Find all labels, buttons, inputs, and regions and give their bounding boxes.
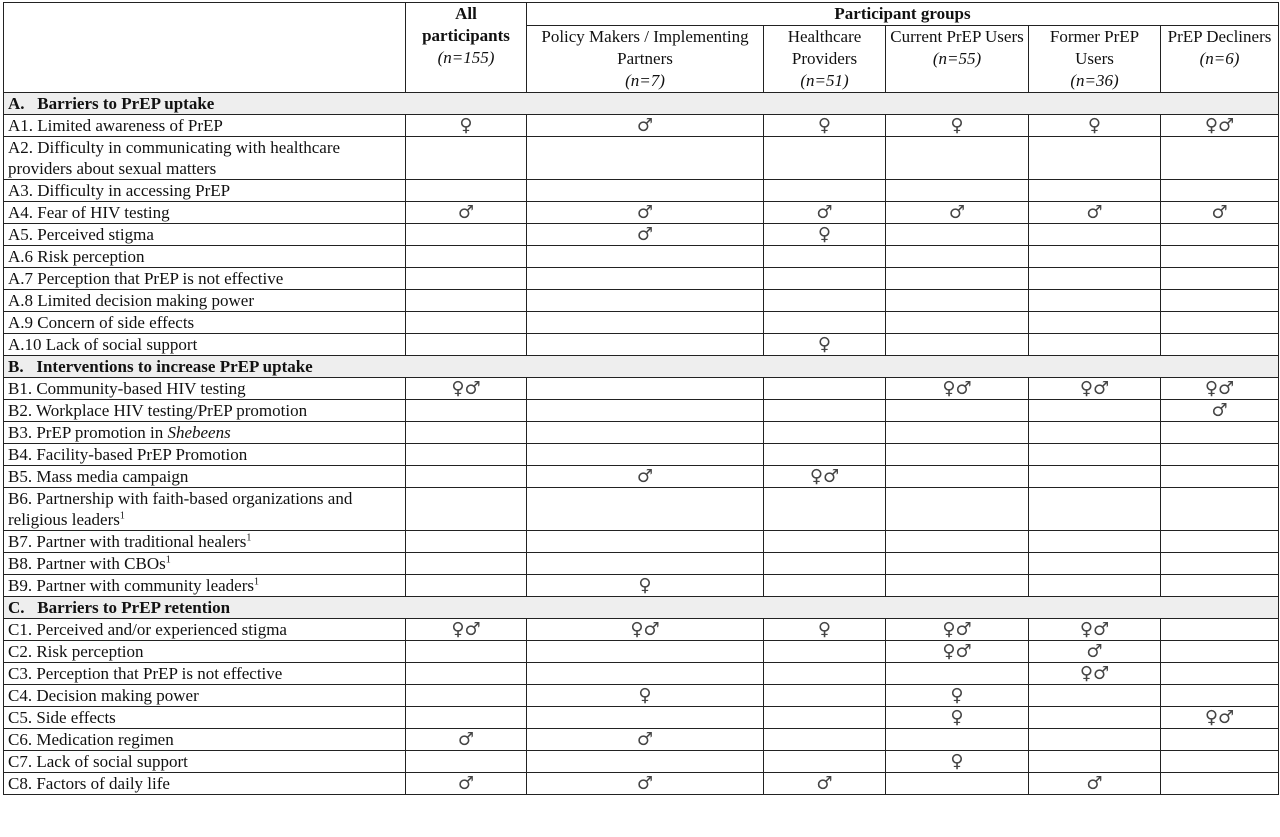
gender-symbol-cell <box>886 400 1029 422</box>
group-n: (n=36) <box>1070 71 1119 90</box>
gender-symbol-cell <box>1161 663 1279 685</box>
table-row <box>4 641 1279 663</box>
table-row <box>4 290 1279 312</box>
group-header <box>764 26 886 93</box>
table-row <box>4 729 1279 751</box>
gender-symbol-cell <box>406 180 527 202</box>
table-row <box>4 137 1279 180</box>
row-label-text: B2. Workplace HIV testing/PrEP promotion <box>8 401 308 420</box>
findings-table <box>3 2 1279 795</box>
row-label <box>4 378 406 400</box>
row-label <box>4 246 406 268</box>
row-label-text: A.10 Lack of social support <box>8 335 198 354</box>
gender-symbol-cell <box>527 246 764 268</box>
gender-symbol-cell <box>764 137 886 180</box>
gender-symbol-cell: ♂ <box>527 202 764 224</box>
gender-symbol-cell <box>764 553 886 575</box>
table-row <box>4 751 1279 773</box>
section-header-row <box>4 597 1279 619</box>
row-label-text: A1. Limited awareness of PrEP <box>8 116 223 135</box>
table-header <box>4 3 1279 93</box>
row-label <box>4 663 406 685</box>
row-label-text: B6. Partnership with faith-based organizations and religious leaders <box>8 489 353 529</box>
gender-symbol-cell <box>886 224 1029 246</box>
gender-symbol-cell <box>764 444 886 466</box>
row-label <box>4 751 406 773</box>
table-row <box>4 444 1279 466</box>
row-label <box>4 137 406 180</box>
gender-symbol-cell <box>1161 553 1279 575</box>
gender-symbol-cell <box>406 751 527 773</box>
gender-symbol-cell: ♂ <box>527 466 764 488</box>
gender-symbol-cell <box>764 531 886 553</box>
gender-symbol-cell <box>764 180 886 202</box>
table-row <box>4 466 1279 488</box>
gender-symbol-cell <box>527 400 764 422</box>
gender-symbol-cell <box>1029 444 1161 466</box>
gender-symbol-cell <box>886 180 1029 202</box>
gender-symbol-cell <box>406 246 527 268</box>
all-participants-label: All participants <box>422 4 510 45</box>
section-title: A. Barriers to PrEP uptake <box>4 93 1279 115</box>
row-label-text: B9. Partner with community leaders <box>8 576 254 595</box>
gender-symbol-cell <box>886 268 1029 290</box>
gender-symbol-cell <box>1161 751 1279 773</box>
gender-symbol-cell <box>406 707 527 729</box>
gender-symbol-cell <box>886 663 1029 685</box>
row-label <box>4 312 406 334</box>
gender-symbol-cell <box>527 290 764 312</box>
table-row <box>4 553 1279 575</box>
gender-symbol-cell: ♀♂ <box>886 619 1029 641</box>
gender-symbol-cell <box>1029 400 1161 422</box>
gender-symbol-cell <box>1029 553 1161 575</box>
table-row <box>4 400 1279 422</box>
group-n: (n=7) <box>625 71 665 90</box>
gender-symbol-cell <box>1161 312 1279 334</box>
gender-symbol-cell <box>527 444 764 466</box>
gender-symbol-cell <box>886 575 1029 597</box>
gender-symbol-cell <box>1029 246 1161 268</box>
row-label-text: B8. Partner with CBOs <box>8 554 166 573</box>
group-header <box>886 26 1029 93</box>
row-label-text: B7. Partner with traditional healers <box>8 532 247 551</box>
table-row <box>4 531 1279 553</box>
gender-symbol-cell: ♀ <box>527 685 764 707</box>
gender-symbol-cell: ♀ <box>764 115 886 137</box>
gender-symbol-cell <box>527 378 764 400</box>
gender-symbol-cell: ♂ <box>527 773 764 795</box>
row-label <box>4 224 406 246</box>
gender-symbol-cell <box>527 707 764 729</box>
row-label <box>4 466 406 488</box>
row-label <box>4 115 406 137</box>
gender-symbol-cell <box>1029 268 1161 290</box>
footnote-marker: 1 <box>165 554 171 566</box>
gender-symbol-cell <box>886 312 1029 334</box>
gender-symbol-cell: ♂ <box>527 115 764 137</box>
table-row <box>4 334 1279 356</box>
gender-symbol-cell <box>1161 729 1279 751</box>
table-row <box>4 422 1279 444</box>
group-header <box>1029 26 1161 93</box>
footnote-marker: 1 <box>119 510 125 522</box>
row-label <box>4 553 406 575</box>
gender-symbol-cell <box>527 180 764 202</box>
row-label <box>4 400 406 422</box>
table-row <box>4 663 1279 685</box>
gender-symbol-cell <box>1161 137 1279 180</box>
gender-symbol-cell <box>764 729 886 751</box>
table-row <box>4 115 1279 137</box>
table-row <box>4 575 1279 597</box>
gender-symbol-cell <box>406 685 527 707</box>
group-n: (n=51) <box>800 71 849 90</box>
gender-symbol-cell <box>764 575 886 597</box>
gender-symbol-cell: ♀♂ <box>1161 707 1279 729</box>
gender-symbol-cell: ♀ <box>406 115 527 137</box>
gender-symbol-cell <box>406 137 527 180</box>
gender-symbol-cell <box>406 334 527 356</box>
gender-symbol-cell: ♂ <box>527 729 764 751</box>
gender-symbol-cell <box>1161 224 1279 246</box>
gender-symbol-cell: ♂ <box>406 729 527 751</box>
footnote-marker: 1 <box>253 576 259 588</box>
row-label-text: C8. Factors of daily life <box>8 774 170 793</box>
gender-symbol-cell <box>406 224 527 246</box>
gender-symbol-cell <box>406 444 527 466</box>
row-label <box>4 685 406 707</box>
gender-symbol-cell <box>406 488 527 531</box>
row-label-text: B1. Community-based HIV testing <box>8 379 246 398</box>
gender-symbol-cell <box>1161 641 1279 663</box>
row-label-text: B4. Facility-based PrEP Promotion <box>8 445 248 464</box>
gender-symbol-cell <box>1161 246 1279 268</box>
table-row <box>4 312 1279 334</box>
section-title: C. Barriers to PrEP retention <box>4 597 1279 619</box>
gender-symbol-cell <box>406 641 527 663</box>
all-participants-header <box>406 3 527 93</box>
gender-symbol-cell <box>1029 137 1161 180</box>
table-row <box>4 378 1279 400</box>
row-label-text: A.9 Concern of side effects <box>8 313 195 332</box>
row-label-text: A.8 Limited decision making power <box>8 291 254 310</box>
row-label-header <box>4 3 406 93</box>
row-label-text: C7. Lack of social support <box>8 752 188 771</box>
group-label: Former PrEP Users <box>1049 27 1140 68</box>
gender-symbol-cell <box>406 575 527 597</box>
gender-symbol-cell <box>886 466 1029 488</box>
gender-symbol-cell <box>1029 729 1161 751</box>
gender-symbol-cell <box>406 400 527 422</box>
gender-symbol-cell <box>1161 466 1279 488</box>
row-label-text: B5. Mass media campaign <box>8 467 189 486</box>
gender-symbol-cell: ♂ <box>1029 773 1161 795</box>
gender-symbol-cell <box>406 531 527 553</box>
gender-symbol-cell <box>406 290 527 312</box>
gender-symbol-cell <box>764 422 886 444</box>
gender-symbol-cell <box>886 773 1029 795</box>
gender-symbol-cell <box>527 312 764 334</box>
row-label-text: A3. Difficulty in accessing PrEP <box>8 181 231 200</box>
gender-symbol-cell <box>1029 180 1161 202</box>
gender-symbol-cell: ♂ <box>1029 641 1161 663</box>
table-row <box>4 488 1279 531</box>
gender-symbol-cell <box>764 751 886 773</box>
gender-symbol-cell <box>764 641 886 663</box>
gender-symbol-cell <box>1029 290 1161 312</box>
table-row <box>4 707 1279 729</box>
gender-symbol-cell <box>527 641 764 663</box>
gender-symbol-cell <box>527 422 764 444</box>
gender-symbol-cell: ♂ <box>764 773 886 795</box>
row-label <box>4 202 406 224</box>
row-label <box>4 488 406 531</box>
gender-symbol-cell <box>1029 334 1161 356</box>
row-label-text: A4. Fear of HIV testing <box>8 203 170 222</box>
gender-symbol-cell <box>886 334 1029 356</box>
gender-symbol-cell: ♀ <box>764 224 886 246</box>
gender-symbol-cell <box>406 268 527 290</box>
gender-symbol-cell <box>1161 488 1279 531</box>
gender-symbol-cell <box>764 707 886 729</box>
gender-symbol-cell <box>406 553 527 575</box>
gender-symbol-cell <box>886 488 1029 531</box>
gender-symbol-cell <box>1029 224 1161 246</box>
footnote-marker: 1 <box>246 532 252 544</box>
gender-symbol-cell: ♂ <box>886 202 1029 224</box>
row-label <box>4 619 406 641</box>
gender-symbol-cell: ♀ <box>764 619 886 641</box>
row-label-text: A.7 Perception that PrEP is not effective <box>8 269 284 288</box>
row-label-text: C4. Decision making power <box>8 686 199 705</box>
gender-symbol-cell: ♂ <box>764 202 886 224</box>
gender-symbol-cell <box>527 268 764 290</box>
gender-symbol-cell: ♂ <box>1161 202 1279 224</box>
gender-symbol-cell <box>1029 707 1161 729</box>
gender-symbol-cell: ♀♂ <box>406 378 527 400</box>
participant-groups-header: Participant groups <box>527 3 1279 26</box>
row-label-text: C2. Risk perception <box>8 642 144 661</box>
gender-symbol-cell <box>764 488 886 531</box>
gender-symbol-cell: ♀ <box>886 685 1029 707</box>
gender-symbol-cell <box>886 246 1029 268</box>
gender-symbol-cell <box>886 290 1029 312</box>
gender-symbol-cell: ♂ <box>406 773 527 795</box>
row-label <box>4 422 406 444</box>
group-label: PrEP Decliners <box>1167 27 1272 46</box>
gender-symbol-cell <box>1161 575 1279 597</box>
group-label: Current PrEP Users <box>890 27 1024 46</box>
gender-symbol-cell <box>1161 619 1279 641</box>
gender-symbol-cell: ♀♂ <box>886 378 1029 400</box>
gender-symbol-cell: ♀♂ <box>1029 663 1161 685</box>
gender-symbol-cell <box>1029 488 1161 531</box>
table-row <box>4 619 1279 641</box>
row-label <box>4 773 406 795</box>
gender-symbol-cell <box>764 268 886 290</box>
gender-symbol-cell <box>764 663 886 685</box>
table-row <box>4 246 1279 268</box>
gender-symbol-cell: ♀♂ <box>1161 115 1279 137</box>
row-label-text: C6. Medication regimen <box>8 730 174 749</box>
gender-symbol-cell: ♂ <box>406 202 527 224</box>
gender-symbol-cell <box>886 422 1029 444</box>
gender-symbol-cell <box>764 246 886 268</box>
row-label <box>4 444 406 466</box>
group-header <box>527 26 764 93</box>
gender-symbol-cell <box>527 531 764 553</box>
gender-symbol-cell <box>1161 180 1279 202</box>
row-label-text: A.6 Risk perception <box>8 247 145 266</box>
section-title: B. Interventions to increase PrEP uptake <box>4 356 1279 378</box>
row-label <box>4 268 406 290</box>
group-label: Healthcare Providers <box>787 27 862 68</box>
gender-symbol-cell: ♀♂ <box>1161 378 1279 400</box>
gender-symbol-cell <box>1161 685 1279 707</box>
gender-symbol-cell <box>527 751 764 773</box>
gender-symbol-cell: ♀ <box>886 115 1029 137</box>
gender-symbol-cell <box>764 400 886 422</box>
section-header-row <box>4 356 1279 378</box>
row-label-text: A2. Difficulty in communicating with healthcare providers about sexual matters <box>8 138 341 178</box>
group-n: (n=6) <box>1199 49 1240 68</box>
gender-symbol-cell <box>1161 531 1279 553</box>
gender-symbol-cell <box>1161 444 1279 466</box>
gender-symbol-cell <box>1029 575 1161 597</box>
gender-symbol-cell <box>406 312 527 334</box>
row-label-text: C5. Side effects <box>8 708 116 727</box>
row-label <box>4 729 406 751</box>
gender-symbol-cell: ♀♂ <box>527 619 764 641</box>
table-row <box>4 773 1279 795</box>
gender-symbol-cell: ♂ <box>527 224 764 246</box>
row-label <box>4 290 406 312</box>
gender-symbol-cell <box>527 553 764 575</box>
gender-symbol-cell: ♀♂ <box>406 619 527 641</box>
gender-symbol-cell <box>764 290 886 312</box>
row-label <box>4 575 406 597</box>
gender-symbol-cell: ♀♂ <box>1029 378 1161 400</box>
row-label-text: C1. Perceived and/or experienced stigma <box>8 620 287 639</box>
gender-symbol-cell: ♀♂ <box>764 466 886 488</box>
gender-symbol-cell: ♀ <box>1029 115 1161 137</box>
gender-symbol-cell <box>886 729 1029 751</box>
gender-symbol-cell <box>886 531 1029 553</box>
gender-symbol-cell <box>1029 312 1161 334</box>
gender-symbol-cell <box>764 685 886 707</box>
row-label-text: C3. Perception that PrEP is not effective <box>8 664 283 683</box>
table-row <box>4 268 1279 290</box>
table-body <box>4 93 1279 795</box>
gender-symbol-cell <box>1161 334 1279 356</box>
gender-symbol-cell: ♀ <box>886 751 1029 773</box>
gender-symbol-cell <box>527 663 764 685</box>
gender-symbol-cell <box>1161 422 1279 444</box>
row-label-emphasis: Shebeens <box>167 423 231 442</box>
gender-symbol-cell <box>1161 773 1279 795</box>
gender-symbol-cell: ♂ <box>1161 400 1279 422</box>
gender-symbol-cell <box>1161 290 1279 312</box>
gender-symbol-cell <box>1029 466 1161 488</box>
gender-symbol-cell: ♀ <box>764 334 886 356</box>
gender-symbol-cell <box>886 444 1029 466</box>
gender-symbol-cell: ♂ <box>1029 202 1161 224</box>
gender-symbol-cell: ♀ <box>886 707 1029 729</box>
table-row <box>4 202 1279 224</box>
row-label <box>4 707 406 729</box>
row-label <box>4 180 406 202</box>
row-label <box>4 531 406 553</box>
all-participants-n: (n=155) <box>437 48 495 67</box>
gender-symbol-cell <box>886 553 1029 575</box>
gender-symbol-cell <box>406 466 527 488</box>
row-label <box>4 334 406 356</box>
gender-symbol-cell <box>527 137 764 180</box>
table-row <box>4 685 1279 707</box>
table-row <box>4 224 1279 246</box>
row-label <box>4 641 406 663</box>
gender-symbol-cell <box>886 137 1029 180</box>
gender-symbol-cell: ♀♂ <box>1029 619 1161 641</box>
gender-symbol-cell <box>1029 751 1161 773</box>
gender-symbol-cell <box>406 663 527 685</box>
group-label: Policy Makers / Implementing Partners <box>541 27 749 68</box>
gender-symbol-cell <box>764 378 886 400</box>
gender-symbol-cell <box>1161 268 1279 290</box>
gender-symbol-cell <box>764 312 886 334</box>
gender-symbol-cell: ♀♂ <box>886 641 1029 663</box>
gender-symbol-cell <box>1029 531 1161 553</box>
row-label-text: B3. PrEP promotion in <box>8 423 168 442</box>
gender-symbol-cell <box>527 334 764 356</box>
section-header-row <box>4 93 1279 115</box>
gender-symbol-cell <box>527 488 764 531</box>
row-label-text: A5. Perceived stigma <box>8 225 154 244</box>
gender-symbol-cell <box>1029 422 1161 444</box>
gender-symbol-cell <box>1029 685 1161 707</box>
table-row <box>4 180 1279 202</box>
group-header <box>1161 26 1279 93</box>
group-n: (n=55) <box>932 49 982 68</box>
gender-symbol-cell <box>406 422 527 444</box>
gender-symbol-cell: ♀ <box>527 575 764 597</box>
